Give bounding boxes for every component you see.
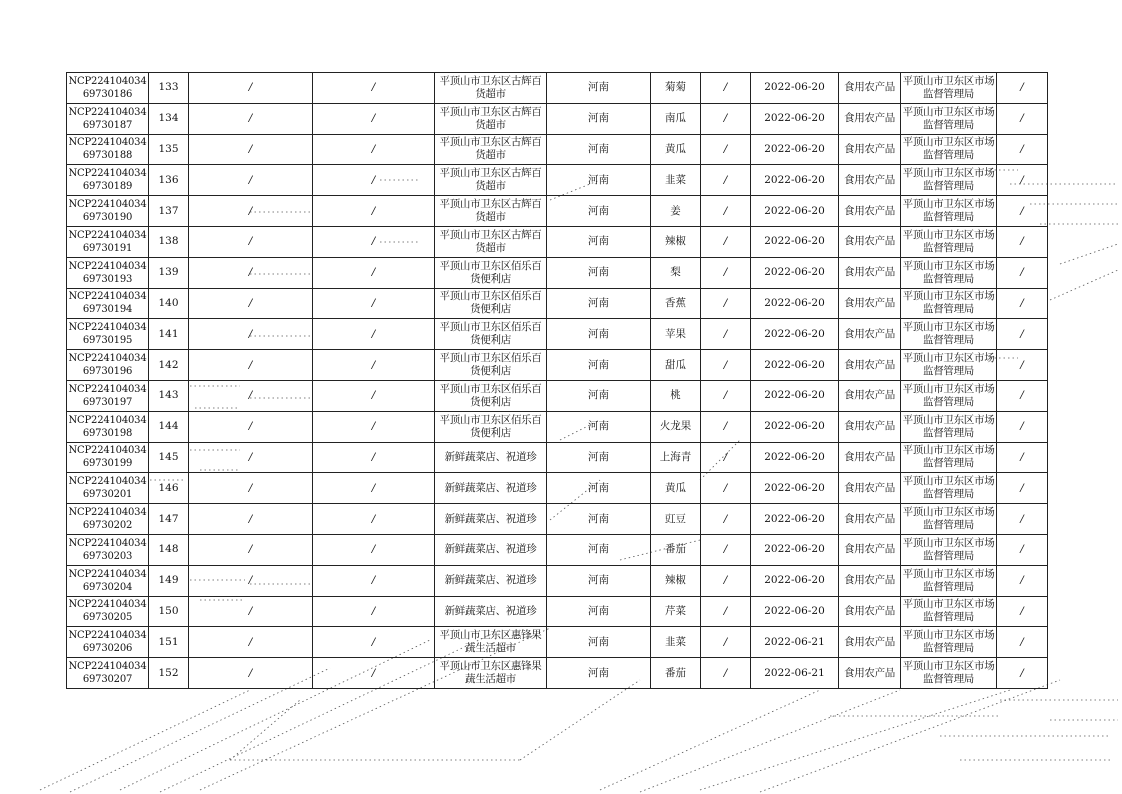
category-cell: 食用农产品 (839, 165, 901, 196)
manufacturer-name-cell: / (189, 103, 313, 134)
spec-cell: / (701, 596, 751, 627)
manufacturer-name-cell: / (189, 288, 313, 319)
product-name-cell: 南瓜 (651, 103, 701, 134)
sampled-entity-cell: 平顶山市卫东区古辉百货超市 (435, 226, 547, 257)
product-name-cell: 番茄 (651, 534, 701, 565)
date-cell: 2022-06-20 (751, 442, 839, 473)
date-cell: 2022-06-20 (751, 165, 839, 196)
manufacturer-name-cell: / (189, 504, 313, 535)
date-cell: 2022-06-20 (751, 565, 839, 596)
sampled-entity-cell: 平顶山市卫东区古辉百货超市 (435, 196, 547, 227)
agency-cell: 平顶山市卫东区市场监督管理局 (901, 196, 997, 227)
category-cell: 食用农产品 (839, 442, 901, 473)
agency-cell: 平顶山市卫东区市场监督管理局 (901, 380, 997, 411)
sampled-entity-cell: 平顶山市卫东区古辉百货超市 (435, 134, 547, 165)
date-cell: 2022-06-20 (751, 134, 839, 165)
sampled-entity-cell: 平顶山市卫东区佰乐百货便利店 (435, 411, 547, 442)
serial-number-cell: 144 (149, 411, 189, 442)
date-cell: 2022-06-20 (751, 257, 839, 288)
remark-cell: / (997, 288, 1048, 319)
spec-cell: / (701, 627, 751, 658)
region-cell: 河南 (547, 565, 651, 596)
spec-cell: / (701, 288, 751, 319)
spec-cell: / (701, 134, 751, 165)
spec-cell: / (701, 350, 751, 381)
region-cell: 河南 (547, 226, 651, 257)
agency-cell: 平顶山市卫东区市场监督管理局 (901, 350, 997, 381)
sampled-entity-cell: 平顶山市卫东区佰乐百货便利店 (435, 380, 547, 411)
table-row (67, 473, 1048, 504)
table-row (67, 627, 1048, 658)
sample-code-cell: NCP22410403469730190 (67, 196, 149, 227)
category-cell: 食用农产品 (839, 658, 901, 689)
manufacturer-name-cell: / (189, 165, 313, 196)
manufacturer-address-cell: / (313, 226, 435, 257)
manufacturer-address-cell: / (313, 257, 435, 288)
product-name-cell: 苹果 (651, 319, 701, 350)
sampled-entity-cell: 新鲜蔬菜店、祝道珍 (435, 534, 547, 565)
table-row (67, 504, 1048, 535)
sample-code-cell: NCP22410403469730199 (67, 442, 149, 473)
remark-cell: / (997, 473, 1048, 504)
product-name-cell: 桃 (651, 380, 701, 411)
date-cell: 2022-06-20 (751, 319, 839, 350)
serial-number-cell: 143 (149, 380, 189, 411)
manufacturer-address-cell: / (313, 319, 435, 350)
manufacturer-address-cell: / (313, 442, 435, 473)
agency-cell: 平顶山市卫东区市场监督管理局 (901, 473, 997, 504)
spec-cell: / (701, 226, 751, 257)
manufacturer-name-cell: / (189, 226, 313, 257)
agency-cell: 平顶山市卫东区市场监督管理局 (901, 73, 997, 104)
manufacturer-name-cell: / (189, 658, 313, 689)
spec-cell: / (701, 658, 751, 689)
manufacturer-name-cell: / (189, 196, 313, 227)
remark-cell: / (997, 442, 1048, 473)
agency-cell: 平顶山市卫东区市场监督管理局 (901, 658, 997, 689)
region-cell: 河南 (547, 411, 651, 442)
agency-cell: 平顶山市卫东区市场监督管理局 (901, 565, 997, 596)
table-row (67, 319, 1048, 350)
remark-cell: / (997, 596, 1048, 627)
remark-cell: / (997, 73, 1048, 104)
manufacturer-address-cell: / (313, 103, 435, 134)
product-name-cell: 韭菜 (651, 165, 701, 196)
region-cell: 河南 (547, 134, 651, 165)
manufacturer-name-cell: / (189, 411, 313, 442)
sample-code-cell: NCP22410403469730204 (67, 565, 149, 596)
table-row (67, 596, 1048, 627)
sampled-entity-cell: 平顶山市卫东区惠锋果蔬生活超市 (435, 658, 547, 689)
manufacturer-name-cell: / (189, 473, 313, 504)
spec-cell: / (701, 319, 751, 350)
table-row (67, 411, 1048, 442)
serial-number-cell: 149 (149, 565, 189, 596)
date-cell: 2022-06-20 (751, 596, 839, 627)
manufacturer-name-cell: / (189, 534, 313, 565)
category-cell: 食用农产品 (839, 565, 901, 596)
sample-code-cell: NCP22410403469730195 (67, 319, 149, 350)
sampled-entity-cell: 平顶山市卫东区古辉百货超市 (435, 103, 547, 134)
spec-cell: / (701, 411, 751, 442)
sample-code-cell: NCP22410403469730193 (67, 257, 149, 288)
serial-number-cell: 151 (149, 627, 189, 658)
agency-cell: 平顶山市卫东区市场监督管理局 (901, 504, 997, 535)
category-cell: 食用农产品 (839, 257, 901, 288)
table-row (67, 73, 1048, 104)
manufacturer-name-cell: / (189, 350, 313, 381)
serial-number-cell: 150 (149, 596, 189, 627)
date-cell: 2022-06-20 (751, 504, 839, 535)
sampled-entity-cell: 新鲜蔬菜店、祝道珍 (435, 565, 547, 596)
region-cell: 河南 (547, 73, 651, 104)
sample-code-cell: NCP22410403469730187 (67, 103, 149, 134)
manufacturer-name-cell: / (189, 257, 313, 288)
category-cell: 食用农产品 (839, 73, 901, 104)
category-cell: 食用农产品 (839, 196, 901, 227)
region-cell: 河南 (547, 319, 651, 350)
manufacturer-name-cell: / (189, 627, 313, 658)
category-cell: 食用农产品 (839, 226, 901, 257)
agency-cell: 平顶山市卫东区市场监督管理局 (901, 134, 997, 165)
spec-cell: / (701, 380, 751, 411)
manufacturer-address-cell: / (313, 534, 435, 565)
table-row (67, 103, 1048, 134)
date-cell: 2022-06-20 (751, 196, 839, 227)
remark-cell: / (997, 103, 1048, 134)
category-cell: 食用农产品 (839, 380, 901, 411)
date-cell: 2022-06-21 (751, 627, 839, 658)
category-cell: 食用农产品 (839, 103, 901, 134)
product-name-cell: 火龙果 (651, 411, 701, 442)
sample-code-cell: NCP22410403469730188 (67, 134, 149, 165)
region-cell: 河南 (547, 257, 651, 288)
product-name-cell: 甜瓜 (651, 350, 701, 381)
date-cell: 2022-06-20 (751, 73, 839, 104)
table-row (67, 196, 1048, 227)
product-name-cell: 姜 (651, 196, 701, 227)
sampling-results-table (66, 72, 1048, 689)
serial-number-cell: 136 (149, 165, 189, 196)
remark-cell: / (997, 658, 1048, 689)
remark-cell: / (997, 226, 1048, 257)
serial-number-cell: 142 (149, 350, 189, 381)
manufacturer-address-cell: / (313, 134, 435, 165)
sample-code-cell: NCP22410403469730198 (67, 411, 149, 442)
sample-code-cell: NCP22410403469730196 (67, 350, 149, 381)
remark-cell: / (997, 165, 1048, 196)
serial-number-cell: 146 (149, 473, 189, 504)
remark-cell: / (997, 257, 1048, 288)
table-row (67, 165, 1048, 196)
remark-cell: / (997, 411, 1048, 442)
agency-cell: 平顶山市卫东区市场监督管理局 (901, 319, 997, 350)
region-cell: 河南 (547, 196, 651, 227)
date-cell: 2022-06-20 (751, 411, 839, 442)
date-cell: 2022-06-20 (751, 473, 839, 504)
table-body (67, 73, 1048, 689)
sample-code-cell: NCP22410403469730206 (67, 627, 149, 658)
product-name-cell: 豇豆 (651, 504, 701, 535)
spec-cell: / (701, 473, 751, 504)
manufacturer-address-cell: / (313, 196, 435, 227)
manufacturer-address-cell: / (313, 565, 435, 596)
category-cell: 食用农产品 (839, 350, 901, 381)
sampled-entity-cell: 平顶山市卫东区古辉百货超市 (435, 73, 547, 104)
agency-cell: 平顶山市卫东区市场监督管理局 (901, 103, 997, 134)
manufacturer-address-cell: / (313, 411, 435, 442)
remark-cell: / (997, 134, 1048, 165)
category-cell: 食用农产品 (839, 288, 901, 319)
product-name-cell: 芹菜 (651, 596, 701, 627)
serial-number-cell: 134 (149, 103, 189, 134)
table-row (67, 226, 1048, 257)
manufacturer-name-cell: / (189, 134, 313, 165)
sampled-entity-cell: 平顶山市卫东区佰乐百货便利店 (435, 288, 547, 319)
sample-code-cell: NCP22410403469730202 (67, 504, 149, 535)
product-name-cell: 辣椒 (651, 565, 701, 596)
remark-cell: / (997, 504, 1048, 535)
table-row (67, 442, 1048, 473)
category-cell: 食用农产品 (839, 627, 901, 658)
manufacturer-name-cell: / (189, 73, 313, 104)
region-cell: 河南 (547, 165, 651, 196)
serial-number-cell: 133 (149, 73, 189, 104)
manufacturer-address-cell: / (313, 380, 435, 411)
category-cell: 食用农产品 (839, 596, 901, 627)
table-row (67, 658, 1048, 689)
date-cell: 2022-06-20 (751, 350, 839, 381)
manufacturer-address-cell: / (313, 350, 435, 381)
agency-cell: 平顶山市卫东区市场监督管理局 (901, 257, 997, 288)
region-cell: 河南 (547, 534, 651, 565)
sampled-entity-cell: 新鲜蔬菜店、祝道珍 (435, 596, 547, 627)
sample-code-cell: NCP22410403469730201 (67, 473, 149, 504)
serial-number-cell: 145 (149, 442, 189, 473)
product-name-cell: 韭菜 (651, 627, 701, 658)
agency-cell: 平顶山市卫东区市场监督管理局 (901, 534, 997, 565)
remark-cell: / (997, 196, 1048, 227)
region-cell: 河南 (547, 380, 651, 411)
spec-cell: / (701, 103, 751, 134)
region-cell: 河南 (547, 596, 651, 627)
product-name-cell: 上海青 (651, 442, 701, 473)
table-row (67, 134, 1048, 165)
agency-cell: 平顶山市卫东区市场监督管理局 (901, 442, 997, 473)
table-row (67, 534, 1048, 565)
serial-number-cell: 141 (149, 319, 189, 350)
date-cell: 2022-06-20 (751, 380, 839, 411)
product-name-cell: 菊菊 (651, 73, 701, 104)
category-cell: 食用农产品 (839, 134, 901, 165)
product-name-cell: 辣椒 (651, 226, 701, 257)
sampled-entity-cell: 平顶山市卫东区佰乐百货便利店 (435, 350, 547, 381)
sample-code-cell: NCP22410403469730197 (67, 380, 149, 411)
date-cell: 2022-06-20 (751, 288, 839, 319)
category-cell: 食用农产品 (839, 504, 901, 535)
agency-cell: 平顶山市卫东区市场监督管理局 (901, 288, 997, 319)
serial-number-cell: 140 (149, 288, 189, 319)
region-cell: 河南 (547, 350, 651, 381)
spec-cell: / (701, 442, 751, 473)
sample-code-cell: NCP22410403469730203 (67, 534, 149, 565)
date-cell: 2022-06-20 (751, 103, 839, 134)
date-cell: 2022-06-20 (751, 534, 839, 565)
manufacturer-address-cell: / (313, 504, 435, 535)
sampled-entity-cell: 平顶山市卫东区古辉百货超市 (435, 165, 547, 196)
agency-cell: 平顶山市卫东区市场监督管理局 (901, 596, 997, 627)
serial-number-cell: 152 (149, 658, 189, 689)
serial-number-cell: 148 (149, 534, 189, 565)
product-name-cell: 梨 (651, 257, 701, 288)
sampled-entity-cell: 新鲜蔬菜店、祝道珍 (435, 473, 547, 504)
table-row (67, 257, 1048, 288)
table-row (67, 565, 1048, 596)
manufacturer-address-cell: / (313, 627, 435, 658)
region-cell: 河南 (547, 658, 651, 689)
product-name-cell: 黄瓜 (651, 473, 701, 504)
spec-cell: / (701, 73, 751, 104)
agency-cell: 平顶山市卫东区市场监督管理局 (901, 226, 997, 257)
sample-code-cell: NCP22410403469730191 (67, 226, 149, 257)
category-cell: 食用农产品 (839, 411, 901, 442)
region-cell: 河南 (547, 504, 651, 535)
manufacturer-address-cell: / (313, 596, 435, 627)
region-cell: 河南 (547, 103, 651, 134)
manufacturer-address-cell: / (313, 658, 435, 689)
remark-cell: / (997, 350, 1048, 381)
spec-cell: / (701, 534, 751, 565)
remark-cell: / (997, 380, 1048, 411)
region-cell: 河南 (547, 473, 651, 504)
agency-cell: 平顶山市卫东区市场监督管理局 (901, 165, 997, 196)
sampled-entity-cell: 新鲜蔬菜店、祝道珍 (435, 442, 547, 473)
spec-cell: / (701, 504, 751, 535)
sampled-entity-cell: 平顶山市卫东区佰乐百货便利店 (435, 257, 547, 288)
category-cell: 食用农产品 (839, 473, 901, 504)
serial-number-cell: 138 (149, 226, 189, 257)
table-row (67, 288, 1048, 319)
manufacturer-name-cell: / (189, 565, 313, 596)
sampled-entity-cell: 新鲜蔬菜店、祝道珍 (435, 504, 547, 535)
agency-cell: 平顶山市卫东区市场监督管理局 (901, 627, 997, 658)
table-row (67, 350, 1048, 381)
remark-cell: / (997, 319, 1048, 350)
agency-cell: 平顶山市卫东区市场监督管理局 (901, 411, 997, 442)
sample-code-cell: NCP22410403469730186 (67, 73, 149, 104)
sample-code-cell: NCP22410403469730205 (67, 596, 149, 627)
sample-code-cell: NCP22410403469730194 (67, 288, 149, 319)
remark-cell: / (997, 534, 1048, 565)
manufacturer-name-cell: / (189, 596, 313, 627)
manufacturer-name-cell: / (189, 442, 313, 473)
manufacturer-address-cell: / (313, 288, 435, 319)
product-name-cell: 黄瓜 (651, 134, 701, 165)
serial-number-cell: 139 (149, 257, 189, 288)
manufacturer-name-cell: / (189, 380, 313, 411)
region-cell: 河南 (547, 442, 651, 473)
region-cell: 河南 (547, 627, 651, 658)
spec-cell: / (701, 565, 751, 596)
serial-number-cell: 147 (149, 504, 189, 535)
remark-cell: / (997, 627, 1048, 658)
remark-cell: / (997, 565, 1048, 596)
spec-cell: / (701, 196, 751, 227)
manufacturer-address-cell: / (313, 73, 435, 104)
sample-code-cell: NCP22410403469730207 (67, 658, 149, 689)
product-name-cell: 香蕉 (651, 288, 701, 319)
category-cell: 食用农产品 (839, 319, 901, 350)
sampled-entity-cell: 平顶山市卫东区佰乐百货便利店 (435, 319, 547, 350)
sample-code-cell: NCP22410403469730189 (67, 165, 149, 196)
product-name-cell: 番茄 (651, 658, 701, 689)
spec-cell: / (701, 257, 751, 288)
table-row (67, 380, 1048, 411)
manufacturer-address-cell: / (313, 473, 435, 504)
sampled-entity-cell: 平顶山市卫东区惠锋果蔬生活超市 (435, 627, 547, 658)
region-cell: 河南 (547, 288, 651, 319)
date-cell: 2022-06-21 (751, 658, 839, 689)
serial-number-cell: 137 (149, 196, 189, 227)
category-cell: 食用农产品 (839, 534, 901, 565)
spec-cell: / (701, 165, 751, 196)
manufacturer-name-cell: / (189, 319, 313, 350)
date-cell: 2022-06-20 (751, 226, 839, 257)
manufacturer-address-cell: / (313, 165, 435, 196)
serial-number-cell: 135 (149, 134, 189, 165)
